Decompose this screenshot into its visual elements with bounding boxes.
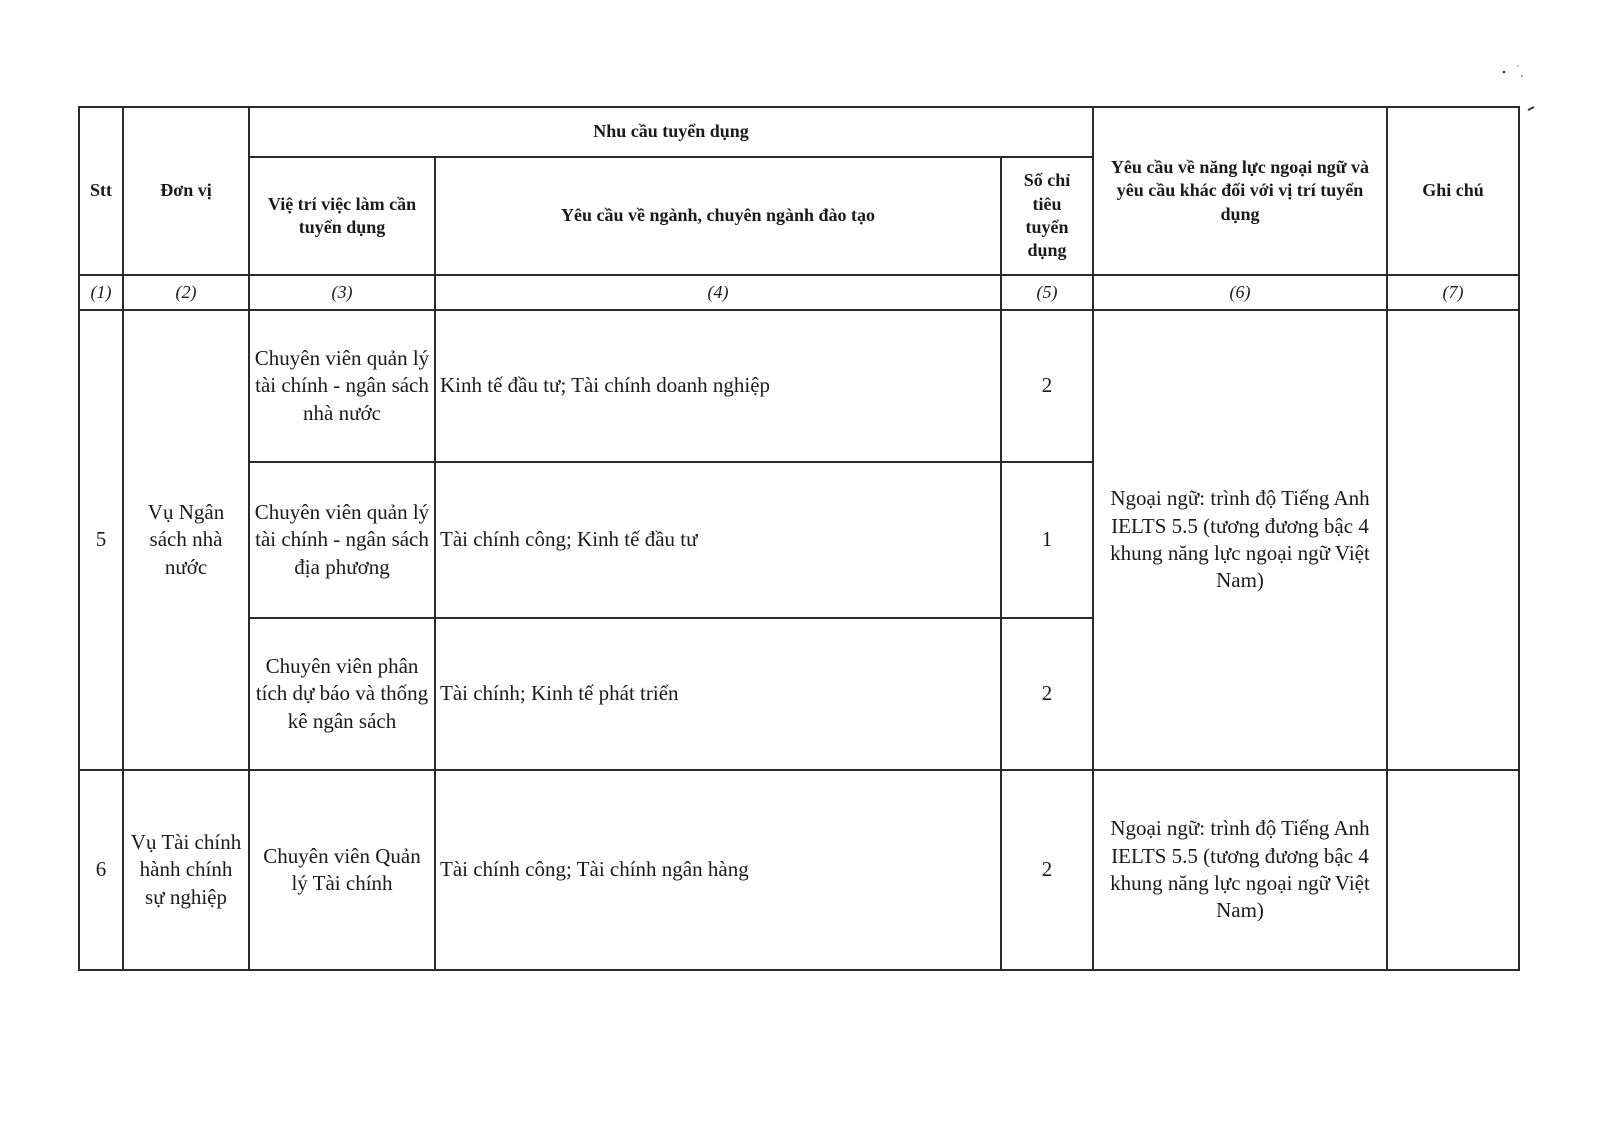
column-index: (3) [249,275,435,310]
ghi-chu-cell [1387,770,1519,970]
nganh-cell: Tài chính công; Kinh tế đầu tư [435,462,1001,618]
header-don-vi: Đơn vị [123,107,249,275]
ngoai-ngu-cell: Ngoại ngữ: trình độ Tiếng Anh IELTS 5.5 (tương đương bậc 4 khung năng lực ngoại ngữ Việt Nam) [1093,770,1387,970]
column-index: (7) [1387,275,1519,310]
header-vi-tri: Việ trí việc làm cần tuyển dụng [249,157,435,275]
nganh-cell: Kinh tế đầu tư; Tài chính doanh nghiệp [435,310,1001,462]
column-index: (4) [435,275,1001,310]
nganh-cell: Tài chính công; Tài chính ngân hàng [435,770,1001,970]
don-vi-cell: Vụ Tài chính hành chính sự nghiệp [123,770,249,970]
column-index: (5) [1001,275,1093,310]
so-chi-tieu-cell: 2 [1001,310,1093,462]
header-ghi-chu: Ghi chú [1387,107,1519,275]
header-yeu-cau-ngoai-ngu: Yêu cầu về năng lực ngoại ngữ và yêu cầu khác đối với vị trí tuyển dụng [1093,107,1387,275]
column-index: (1) [79,275,123,310]
vi-tri-cell: Chuyên viên quản lý tài chính - ngân sách địa phương [249,462,435,618]
stt-cell: 5 [79,310,123,770]
header-so-chi-tieu: Số chỉ tiêu tuyển dụng [1001,157,1093,275]
vi-tri-cell: Chuyên viên Quản lý Tài chính [249,770,435,970]
header-stt: Stt [79,107,123,275]
stt-cell: 6 [79,770,123,970]
column-index: (2) [123,275,249,310]
nganh-cell: Tài chính; Kinh tế phát triển [435,618,1001,770]
column-index: (6) [1093,275,1387,310]
so-chi-tieu-cell: 2 [1001,618,1093,770]
ghi-chu-cell [1387,310,1519,770]
so-chi-tieu-cell: 1 [1001,462,1093,618]
vi-tri-cell: Chuyên viên phân tích dự báo và thống kê ngân sách [249,618,435,770]
so-chi-tieu-cell: 2 [1001,770,1093,970]
vi-tri-cell: Chuyên viên quản lý tài chính - ngân sách nhà nước [249,310,435,462]
header-nhu-cau: Nhu cầu tuyển dụng [249,107,1093,157]
recruitment-table [78,106,1520,971]
don-vi-cell: Vụ Ngân sách nhà nước [123,310,249,770]
ngoai-ngu-cell: Ngoại ngữ: trình độ Tiếng Anh IELTS 5.5 (tương đương bậc 4 khung năng lực ngoại ngữ Việt Nam) [1093,310,1387,770]
header-yeu-cau-nganh: Yêu cầu về ngành, chuyên ngành đào tạo [435,157,1001,275]
